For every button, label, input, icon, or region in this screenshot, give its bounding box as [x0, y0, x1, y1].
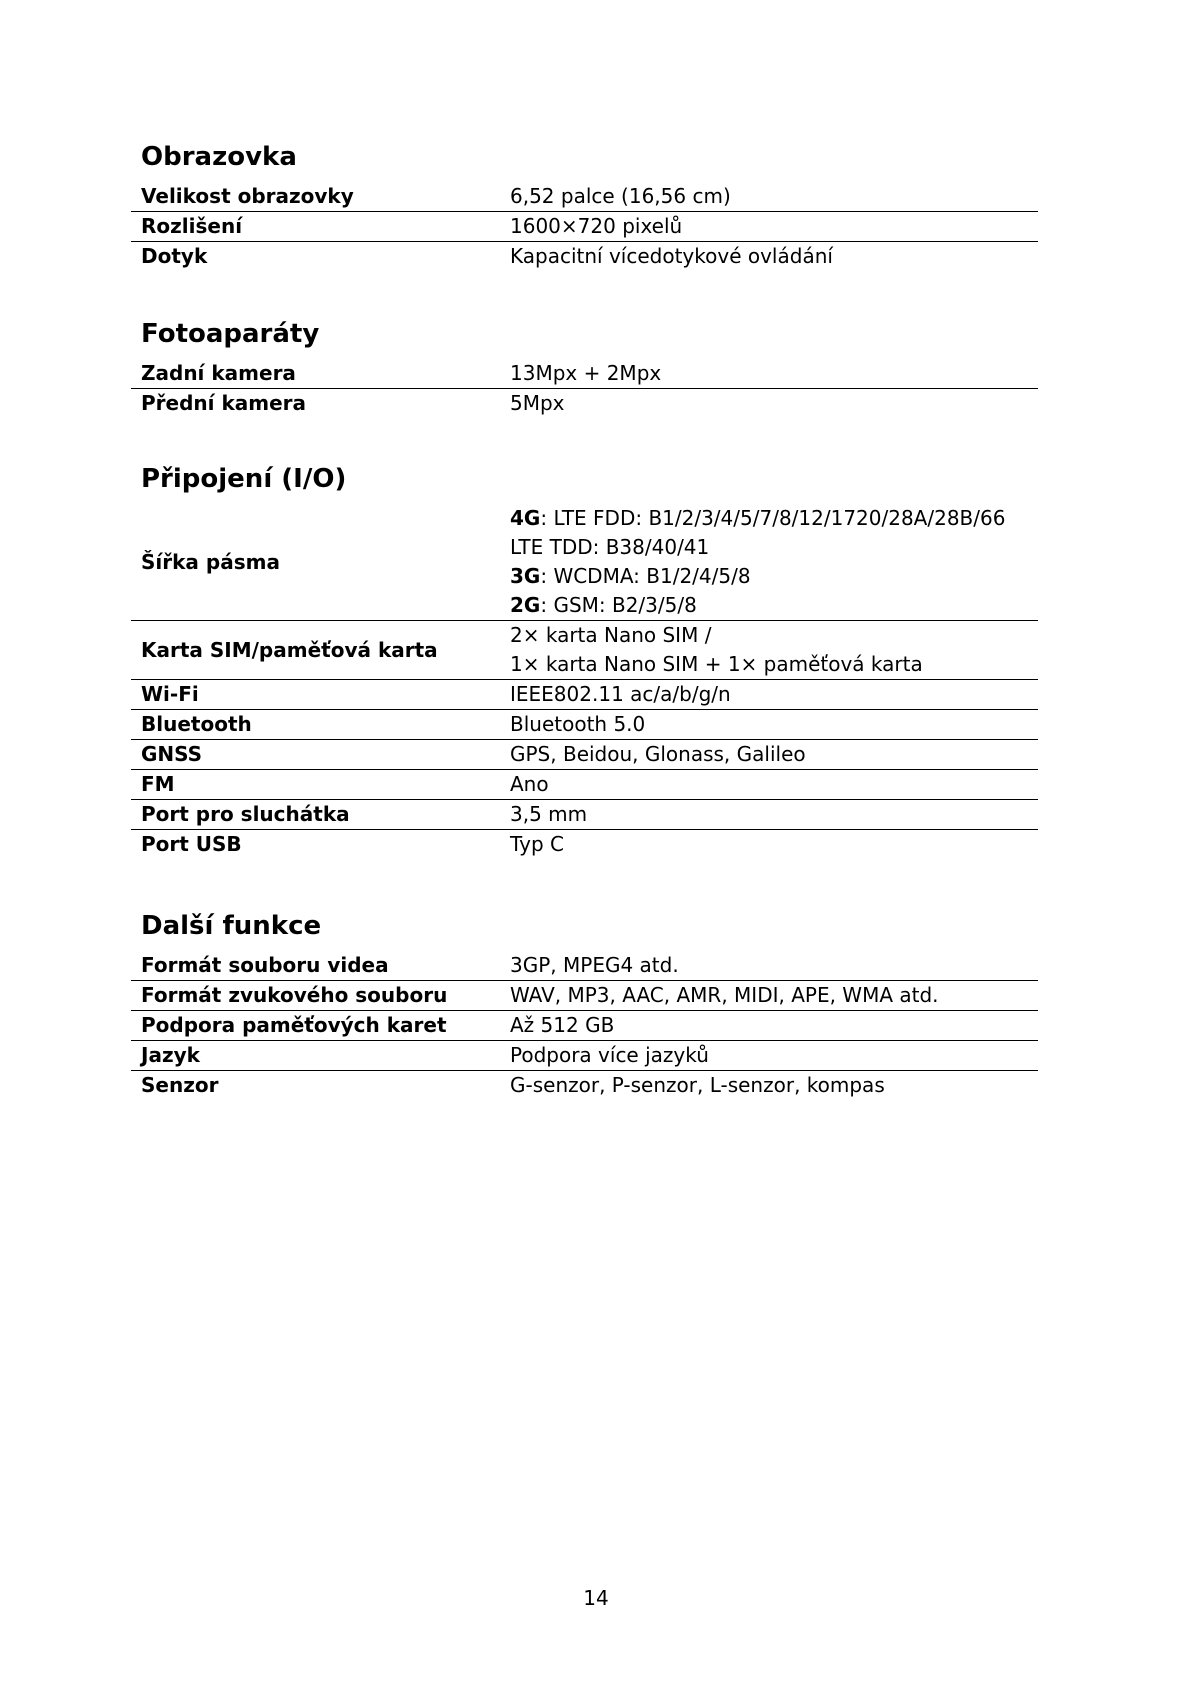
spec-key: Bluetooth — [131, 710, 510, 740]
spec-value — [510, 621, 1038, 680]
spec-key: Šířka pásma — [131, 504, 510, 621]
table-row — [131, 830, 1038, 860]
spec-value: G-senzor, P-senzor, L-senzor, kompas — [510, 1073, 885, 1097]
spec-table — [131, 951, 1038, 1100]
band-line — [510, 504, 1038, 533]
spec-key: FM — [131, 770, 510, 800]
spec-key: Wi-Fi — [131, 680, 510, 710]
section-other-features — [131, 909, 1038, 1100]
spec-value: 6,52 palce (16,56 cm) — [510, 182, 1038, 212]
sim-line: 1× karta Nano SIM + 1× paměťová karta — [510, 652, 923, 676]
table-row — [131, 951, 1038, 981]
spec-value: 3GP, MPEG4 atd. — [510, 951, 1038, 981]
table-row — [131, 800, 1038, 830]
section-title: Fotoaparáty — [141, 319, 320, 349]
band-generation: 3G — [510, 564, 541, 588]
table-row — [131, 740, 1038, 770]
spec-key: Velikost obrazovky — [131, 182, 510, 212]
spec-value: Kapacitní vícedotykové ovládání — [510, 244, 833, 268]
band-detail: : WCDMA: B1/2/4/5/8 — [540, 564, 751, 588]
spec-value — [510, 504, 1038, 621]
band-detail: : LTE FDD: B1/2/3/4/5/7/8/12/1720/28A/28B/66 — [540, 506, 1006, 530]
spec-value: Ano — [510, 770, 1038, 800]
section-title: Obrazovka — [141, 142, 297, 172]
sim-line: 2× karta Nano SIM / — [510, 623, 712, 647]
spec-value: WAV, MP3, AAC, AMR, MIDI, APE, WMA atd. — [510, 981, 1038, 1011]
spec-value: 13Mpx + 2Mpx — [510, 359, 1038, 389]
table-row — [131, 621, 1038, 680]
spec-key: Rozlišení — [131, 212, 510, 242]
spec-table — [131, 504, 1038, 859]
spec-value: 3,5 mm — [510, 800, 1038, 830]
band-line — [510, 533, 1038, 562]
spec-value: 5Mpx — [510, 391, 565, 415]
table-row — [131, 389, 1038, 419]
band-line — [510, 591, 1038, 620]
band-detail: : GSM: B2/3/5/8 — [540, 593, 697, 617]
table-row — [131, 1041, 1038, 1071]
band-detail: LTE TDD: B38/40/41 — [510, 535, 710, 559]
table-row — [131, 242, 1038, 272]
table-row — [131, 770, 1038, 800]
spec-key: Podpora paměťových karet — [131, 1011, 510, 1041]
table-row — [131, 680, 1038, 710]
spec-key: Formát souboru videa — [131, 951, 510, 981]
table-row — [131, 359, 1038, 389]
table-row — [131, 212, 1038, 242]
section-title: Připojení (I/O) — [141, 464, 347, 494]
spec-key: Formát zvukového souboru — [131, 981, 510, 1011]
section-cameras — [131, 317, 1038, 418]
table-row — [131, 1071, 1038, 1101]
spec-value: IEEE802.11 ac/a/b/g/n — [510, 680, 1038, 710]
page-number: 14 — [583, 1586, 609, 1610]
spec-key: Jazyk — [131, 1041, 510, 1071]
spec-key: Zadní kamera — [131, 359, 510, 389]
spec-key: Dotyk — [141, 244, 208, 268]
band-generation: 4G — [510, 506, 541, 530]
section-display — [131, 140, 1038, 271]
spec-table — [131, 359, 1038, 418]
spec-key: Port USB — [141, 832, 242, 856]
band-line — [510, 562, 1038, 591]
spec-value: Až 512 GB — [510, 1011, 1038, 1041]
section-connectivity — [131, 462, 1038, 859]
spec-key: Senzor — [141, 1073, 219, 1097]
spec-page — [131, 140, 1038, 1146]
spec-key: GNSS — [131, 740, 510, 770]
table-row — [131, 710, 1038, 740]
spec-value: Bluetooth 5.0 — [510, 710, 1038, 740]
spec-key: Port pro sluchátka — [131, 800, 510, 830]
spec-table — [131, 182, 1038, 271]
table-row — [131, 981, 1038, 1011]
spec-value: Podpora více jazyků — [510, 1041, 1038, 1071]
spec-value: 1600×720 pixelů — [510, 212, 1038, 242]
table-row — [131, 182, 1038, 212]
spec-key: Karta SIM/paměťová karta — [131, 621, 510, 680]
table-row — [131, 504, 1038, 621]
spec-value: Typ C — [510, 832, 564, 856]
section-title: Další funkce — [141, 911, 322, 941]
spec-value: GPS, Beidou, Glonass, Galileo — [510, 740, 1038, 770]
table-row — [131, 1011, 1038, 1041]
band-generation: 2G — [510, 593, 541, 617]
spec-key: Přední kamera — [141, 391, 307, 415]
